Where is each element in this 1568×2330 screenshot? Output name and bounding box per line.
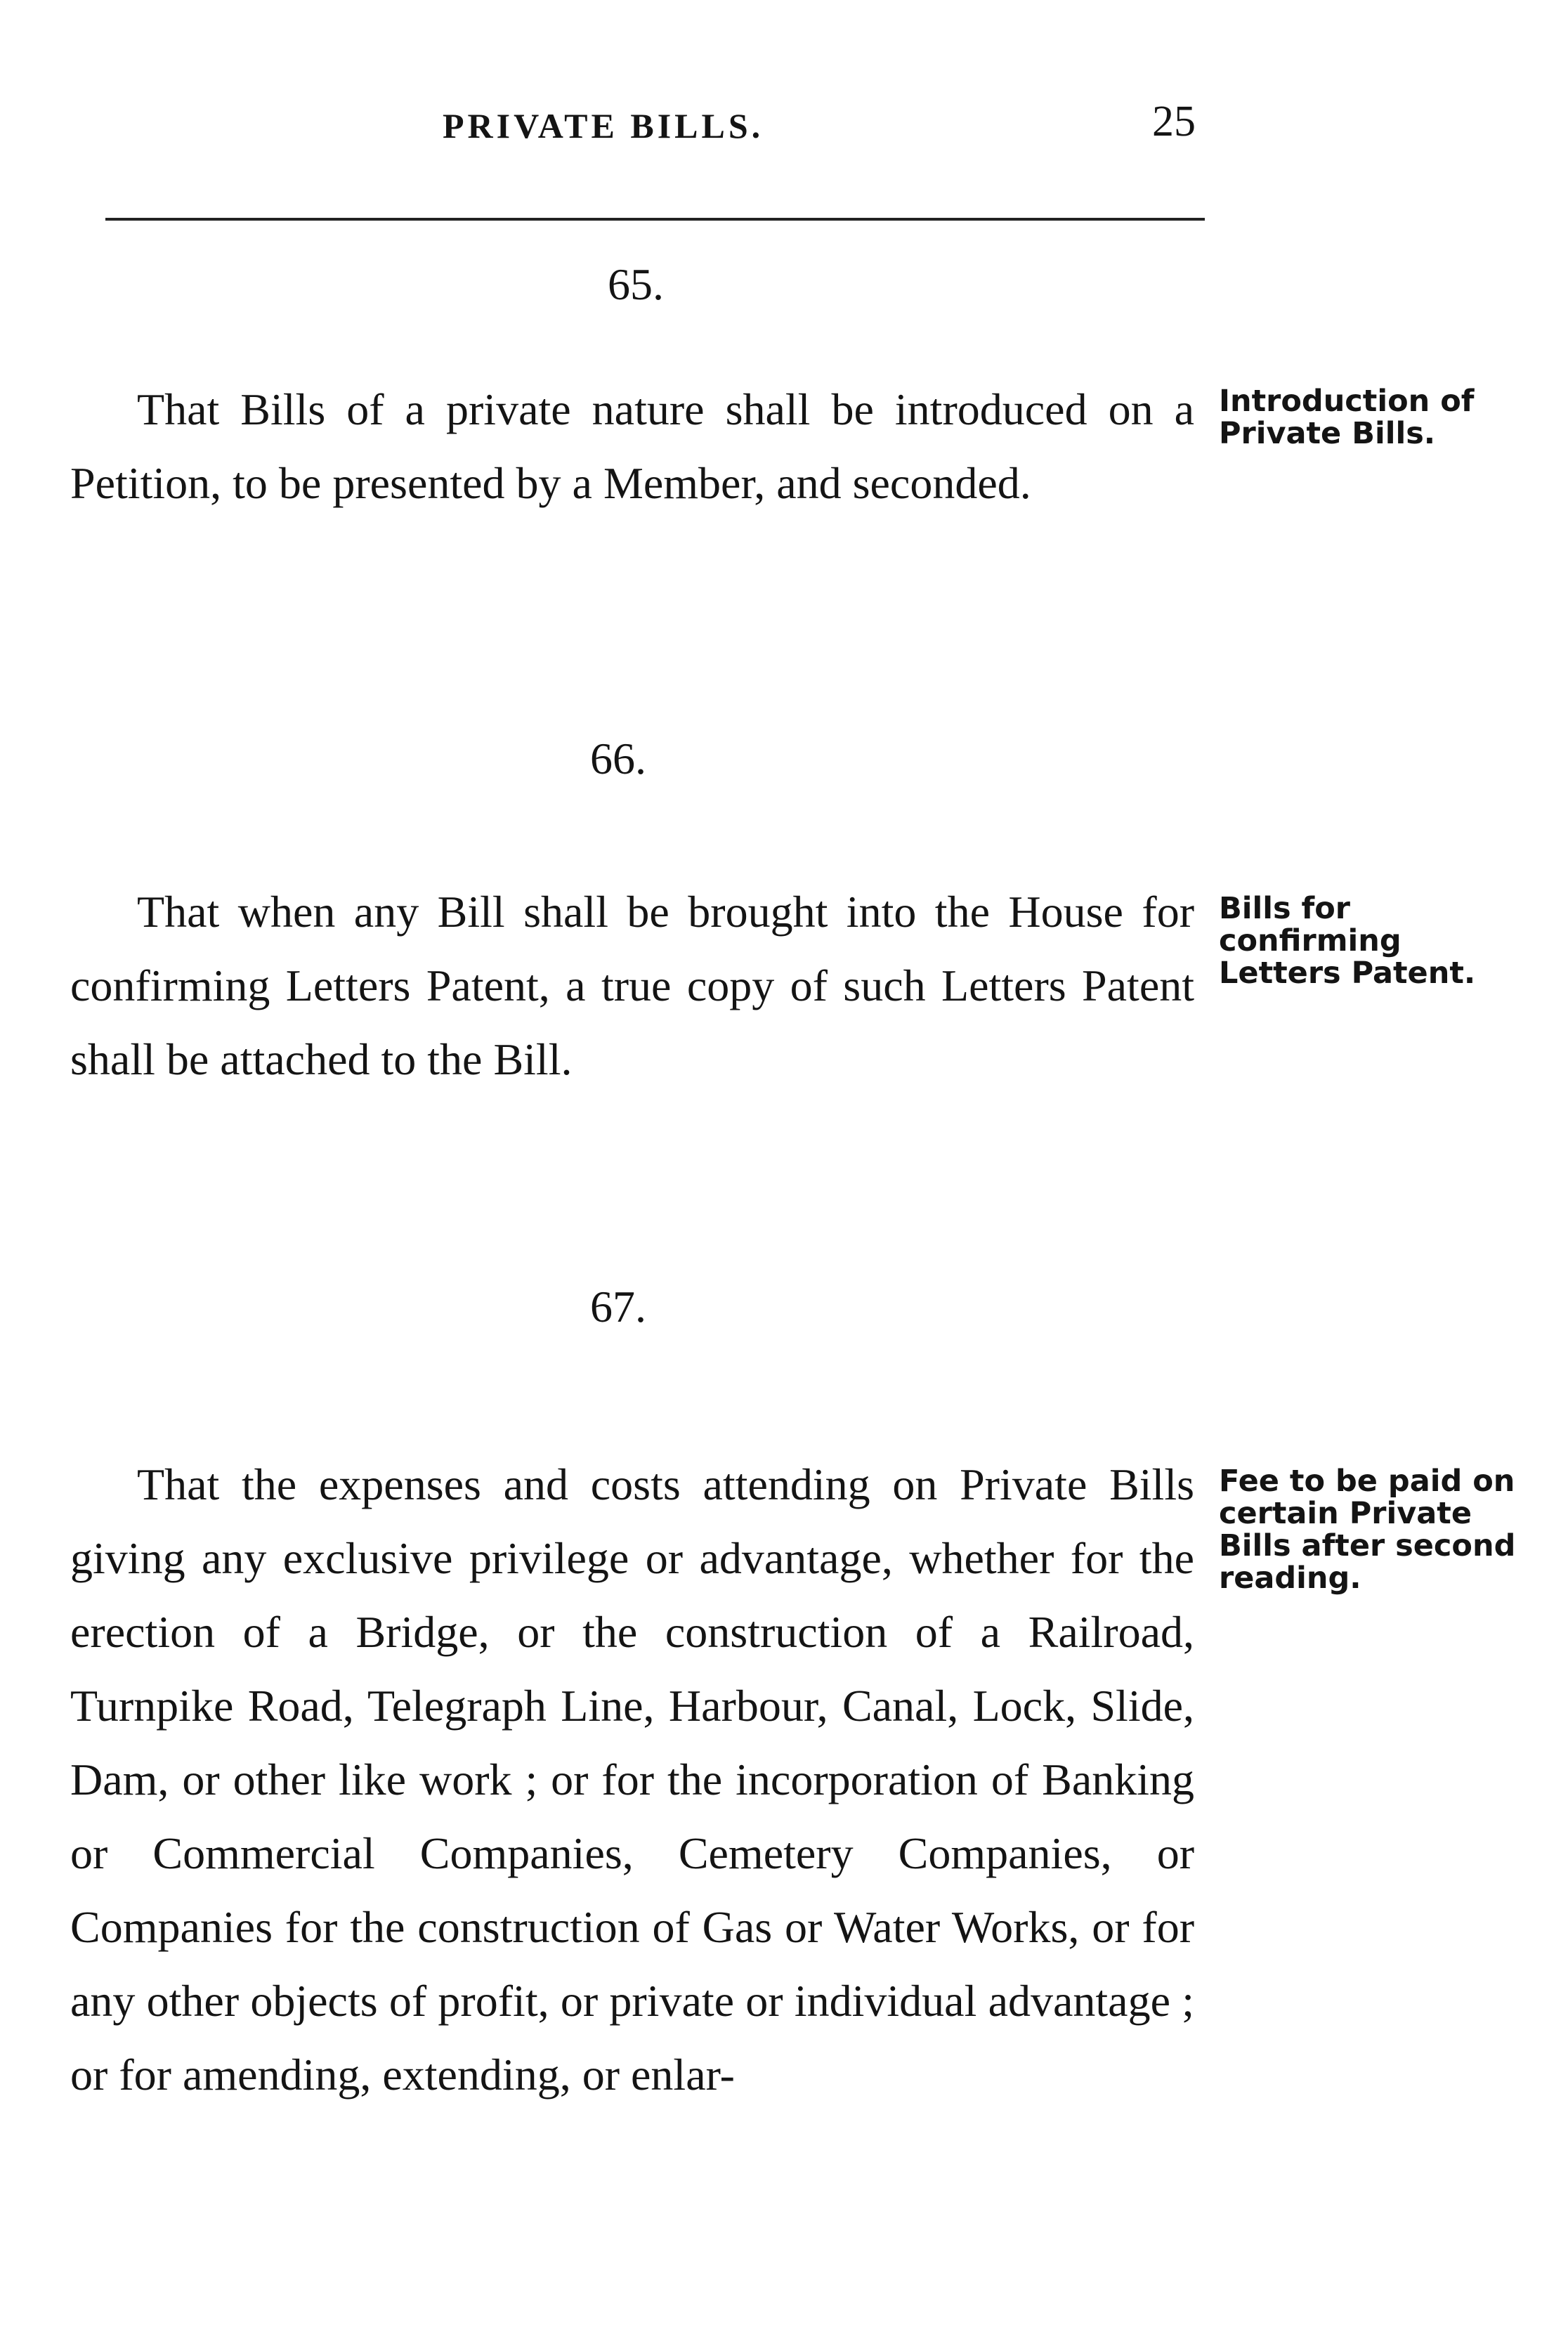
section-number: 66. — [590, 734, 646, 783]
section-number: 67. — [590, 1282, 646, 1332]
header-rule — [105, 218, 1205, 221]
marginal-note: Fee to be paid on certain Private Bills after second reading. — [1219, 1464, 1516, 1596]
marginal-note: Bills for confirming Letters Patent. — [1219, 891, 1476, 991]
page-header — [0, 98, 1568, 162]
page-number: 25 — [1152, 98, 1196, 145]
section-body-text: That the expenses and costs attending on Private Bills giving any exclusive privilege or advantage, whether for the erection of a Bridge, or the construction of a Railroad, Turnpike Road, Telegraph Line, Harbour, Canal, Lock, Slide, Dam, or other like work ; or for the incorporation of Banking or Commercial Companies, Cemetery Companies, or Companies for the construction of Gas or Water Works, or for any other objects of profit, or private or individual advantage ; or for amending, extending, or enlar- — [70, 1459, 1194, 2100]
section-body-text: That Bills of a private nature shall be introduced on a Petition, to be presented by a Member, and seconded. — [70, 384, 1194, 508]
running-title: PRIVATE BILLS. — [443, 106, 764, 145]
section-body-text: That when any Bill shall be brought into the House for confirming Letters Patent, a true copy of such Letters Patent shall be attached to the Bill. — [70, 887, 1194, 1084]
section-number: 65. — [608, 259, 664, 309]
marginal-note: Introduction of Private Bills. — [1219, 384, 1475, 451]
